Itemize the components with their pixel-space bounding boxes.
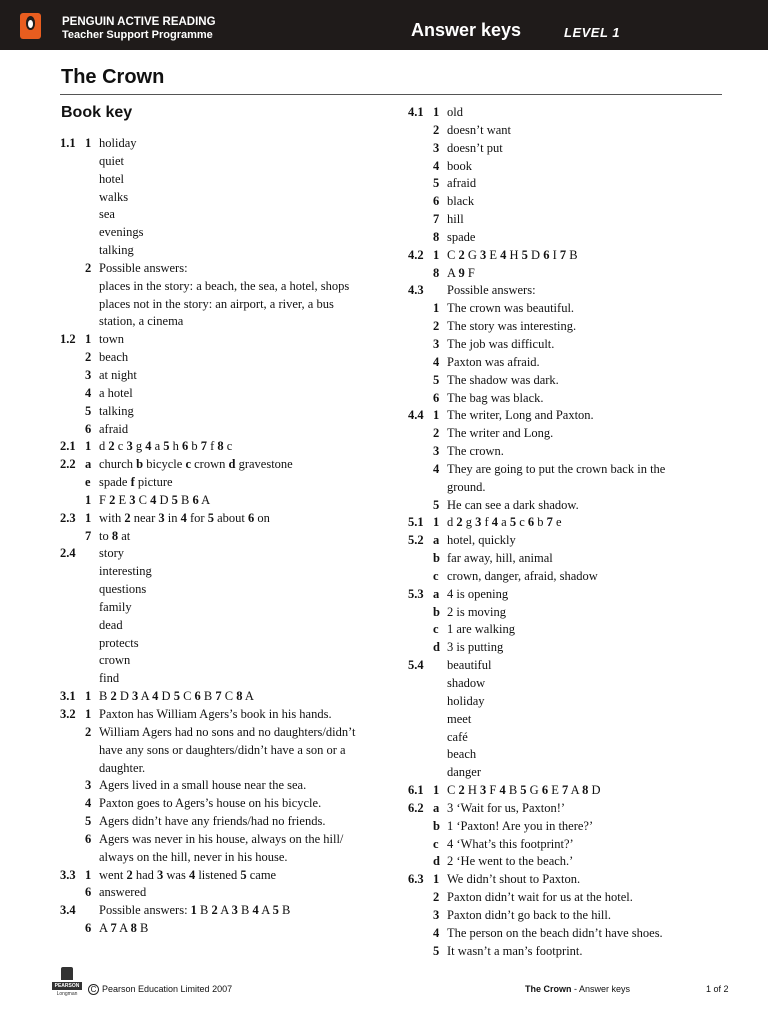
exercise-number: 4.3 [408,283,424,298]
answer-text: Possible answers: [447,283,536,298]
copyright-text: Pearson Education Limited 2007 [102,984,233,994]
answer-row [408,336,728,354]
answer-text: holiday [447,693,485,708]
exercise-number: 3.1 [60,689,76,704]
answer-text: d 2 g 3 f 4 a 5 c 6 b 7 e [447,515,562,530]
answer-text: find [99,671,120,686]
answer-text: station, a cinema [99,314,184,329]
answer-row [408,354,728,372]
answer-text: hill [447,212,464,227]
answer-row [60,528,380,546]
answer-row [60,849,380,867]
programme-name [62,16,216,42]
answer-text: C 2 G 3 E 4 H 5 D 6 I 7 B [447,247,578,262]
answer-row [60,171,380,189]
item-number: 5 [433,372,440,387]
answer-row [408,818,728,836]
item-number: a [433,533,440,548]
item-number: 1 [433,515,440,530]
page-number: 1 of 2 [706,984,729,994]
answer-row [408,175,728,193]
item-number: 3 [433,140,440,155]
footer-book-suffix: - Answer keys [571,984,631,994]
answer-text: daughter. [99,760,146,775]
item-number: 3 [433,444,440,459]
item-number: d [433,854,440,869]
item-number: 7 [433,212,440,227]
item-number: 8 [433,229,440,244]
header-level: LEVEL 1 [564,25,621,40]
answer-text: 3 is putting [447,640,504,655]
answer-text: The crown was beautiful. [447,301,575,316]
item-number: b [433,604,440,619]
item-number: 3 [433,907,440,922]
exercise-number: 2.3 [60,510,76,525]
answer-row [60,635,380,653]
item-number: b [433,551,440,566]
item-number: 4 [85,385,92,400]
answer-row [60,385,380,403]
answer-text: 2 is moving [447,604,507,619]
penguin-logo-icon [20,13,41,39]
answer-text: a hotel [99,385,133,400]
item-number: 4 [433,925,440,940]
answer-row [408,104,728,122]
item-number: 1 [433,783,440,798]
answer-row [60,617,380,635]
item-number: 1 [85,439,92,454]
answer-text: at night [99,367,137,382]
answer-row [408,621,728,639]
answer-text: far away, hill, animal [447,551,553,566]
answer-row [408,729,728,747]
answer-row [408,675,728,693]
copyright-icon: C [88,984,99,995]
answer-row [60,813,380,831]
answer-text: afraid [447,176,477,191]
answer-row [60,902,380,920]
answer-text: shadow [447,676,486,690]
answer-text: ground. [447,479,486,494]
answer-row [60,331,380,349]
answer-text: crown, danger, afraid, shadow [447,568,598,583]
answer-row [60,831,380,849]
item-number: 1 [85,136,92,150]
answer-text: Paxton goes to Agers’s house on his bicycle. [99,796,322,811]
exercise-number: 3.2 [60,707,76,721]
logo-subtext: Longman [56,991,78,997]
answer-row [60,367,380,385]
answer-row [60,260,380,278]
item-number: 3 [85,778,92,793]
answer-row [408,550,728,568]
answer-text: danger [447,765,482,780]
answer-row [408,925,728,943]
answers-right-column [408,104,728,961]
answer-text: meet [447,711,472,726]
item-number: 4 [433,461,440,476]
answer-row [60,581,380,599]
answer-row [60,777,380,795]
answer-row [60,545,380,563]
answer-row [60,296,380,314]
item-number: b [433,818,440,833]
answer-text: evenings [99,225,144,240]
answer-row [408,604,728,622]
answer-text: town [99,332,124,347]
exercise-number: 3.4 [60,903,76,918]
answer-text: d 2 c 3 g 4 a 5 h 6 b 7 f 8 c [99,439,233,454]
exercise-number: 4.1 [408,105,424,119]
answer-text: beautiful [447,658,492,673]
answer-row [60,742,380,760]
answer-row [408,443,728,461]
answer-row [60,688,380,706]
answer-text: church b bicycle c crown d gravestone [99,457,293,472]
item-number: 1 [433,408,440,423]
answer-row [408,300,728,318]
item-number: 1 [85,867,92,882]
answer-text: café [447,729,468,744]
answer-row [408,461,728,479]
answer-text: spade f picture [99,475,173,490]
item-number: 1 [433,105,440,119]
answer-row [408,247,728,265]
item-number: 1 [85,689,92,704]
answer-text: The job was difficult. [447,336,555,351]
answer-row [60,706,380,724]
header-title: Answer keys [411,20,522,40]
item-number: 6 [85,921,92,936]
item-number: 6 [85,831,92,846]
footer-book-name: The Crown [525,984,572,994]
item-number: 8 [433,265,440,280]
exercise-number: 2.4 [60,546,76,561]
title-divider [60,94,722,95]
item-number: 4 [433,158,440,173]
item-number: d [433,640,440,655]
item-number: 1 [85,492,92,507]
answer-row [60,403,380,421]
exercise-number: 1.1 [60,136,76,150]
answer-text: The person on the beach didn’t have shoes. [447,925,663,940]
item-number: 2 [433,890,440,905]
answer-text: crown [99,653,131,668]
item-number: 6 [433,194,440,209]
answer-text: story [99,546,124,561]
answer-row [408,193,728,211]
document-title: The Crown [61,66,165,88]
page-header [0,0,768,50]
answer-text: beach [447,747,477,762]
answer-row [408,265,728,283]
answer-text: 1 ‘Paxton! Are you in there?’ [447,818,594,833]
item-number: 3 [85,367,92,382]
item-number: 1 [433,872,440,887]
answer-text: We didn’t shout to Paxton. [447,872,581,887]
item-number: 2 [433,319,440,334]
answer-row [60,920,380,938]
answer-row [60,456,380,474]
answer-row [60,884,380,902]
answer-row [408,943,728,961]
item-number: c [433,622,439,637]
section-heading: Book key [61,104,133,121]
answer-text: beach [99,350,129,365]
answer-text: spade [447,229,476,244]
answer-row [408,639,728,657]
answer-text: The writer and Long. [447,426,554,441]
answer-text: hotel [99,171,124,186]
answer-text: C 2 H 3 F 4 B 5 G 6 E 7 A 8 D [447,783,601,798]
answer-text: It wasn’t a man’s footprint. [447,943,583,958]
item-number: 2 [85,260,92,275]
answer-text: 4 is opening [447,586,509,601]
item-number: 6 [433,390,440,405]
item-number: e [85,475,91,490]
answer-row [408,407,728,425]
answer-row [408,122,728,140]
item-number: 1 [85,707,92,721]
answer-text: talking [99,403,134,418]
answer-text: B 2 D 3 A 4 D 5 C 6 B 7 C 8 A [99,689,254,704]
answer-text: places not in the story: an airport, a river, a bus [99,296,334,311]
answer-text: Paxton didn’t go back to the hill. [447,907,611,922]
footer-book-title [525,984,630,994]
answers-left-column [60,135,380,938]
answer-text: Paxton was afraid. [447,354,540,369]
item-number: 1 [85,510,92,525]
item-number: 2 [433,426,440,441]
exercise-number: 6.2 [408,800,424,815]
answer-text: The writer, Long and Paxton. [447,408,594,423]
programme-line1: PENGUIN ACTIVE READING [62,16,216,28]
answer-text: F 2 E 3 C 4 D 5 B 6 A [99,492,211,507]
answer-text: protects [99,635,139,650]
answer-text: with 2 near 3 in 4 for 5 about 6 on [99,510,270,525]
answer-row [408,211,728,229]
answer-row [408,836,728,854]
answer-row [60,563,380,581]
exercise-number: 6.3 [408,872,424,887]
programme-line2: Teacher Support Programme [62,29,213,41]
answer-row [408,800,728,818]
answer-row [408,318,728,336]
answer-row [408,568,728,586]
item-number: 2 [433,122,440,137]
logo-text: PEARSON [52,982,82,990]
answer-text: talking [99,243,134,258]
item-number: 4 [85,796,92,811]
answer-row [60,153,380,171]
answer-text: places in the story: a beach, the sea, a hotel, shops [99,278,350,293]
answer-text: always on the hill, never in his house. [99,849,288,864]
exercise-number: 1.2 [60,332,76,347]
exercise-number: 2.1 [60,439,76,454]
answer-text: Agers lived in a small house near the sea. [99,778,307,793]
answer-row [408,140,728,158]
answer-text: They are going to put the crown back in the [447,461,666,476]
exercise-number: 5.1 [408,515,424,530]
answer-row [60,492,380,510]
answer-row [408,746,728,764]
exercise-number: 3.3 [60,867,76,882]
answer-text: Paxton didn’t wait for us at the hotel. [447,890,633,905]
answer-row [60,242,380,260]
answer-row [60,438,380,456]
answer-text: Paxton has William Agers’s book in his hands. [99,707,332,721]
answer-row [60,760,380,778]
answer-text: 4 ‘What’s this footprint?’ [447,836,574,851]
answer-row [408,657,728,675]
answer-row [408,479,728,497]
exercise-number: 4.2 [408,247,424,262]
answer-text: holiday [99,136,137,150]
answer-row [408,782,728,800]
item-number: 1 [433,247,440,262]
answer-row [408,158,728,176]
pearson-logo [52,967,82,999]
answer-row [60,724,380,742]
answer-row [408,711,728,729]
item-number: 6 [85,885,92,900]
answer-text: afraid [99,421,129,436]
answer-text: quiet [99,153,124,168]
answer-text: hotel, quickly [447,533,516,548]
answer-row [408,514,728,532]
item-number: a [433,800,440,815]
answer-row [408,390,728,408]
answer-text: Agers didn’t have any friends/had no friends. [99,814,326,829]
answer-text: book [447,158,472,173]
answer-text: questions [99,582,147,597]
item-number: a [433,586,440,601]
answer-text: doesn’t put [447,140,503,155]
item-number: 5 [85,814,92,829]
answer-text: Possible answers: 1 B 2 A 3 B 4 A 5 B [99,903,291,918]
item-number: 7 [85,528,92,543]
exercise-number: 5.3 [408,586,424,601]
item-number: 5 [433,176,440,191]
answer-row [60,670,380,688]
answer-text: 3 ‘Wait for us, Paxton!’ [447,800,566,815]
exercise-number: 5.4 [408,658,424,673]
answer-row [408,693,728,711]
answer-text: have any sons or daughters/didn’t have a son or a [99,742,346,757]
answer-row [60,189,380,207]
answer-text: The shadow was dark. [447,372,559,387]
exercise-number: 5.2 [408,533,424,548]
item-number: c [433,568,439,583]
answer-row [408,229,728,247]
answer-text: 1 are walking [447,622,516,637]
item-number: 5 [85,403,92,418]
answer-row [60,421,380,439]
answer-text: The story was interesting. [447,319,577,334]
answer-row [60,313,380,331]
answer-row [60,349,380,367]
answer-row [408,532,728,550]
item-number: c [433,836,439,851]
item-number: 4 [433,354,440,369]
answer-text: interesting [99,564,152,579]
answer-row [408,871,728,889]
exercise-number: 4.4 [408,408,424,423]
answer-row [408,907,728,925]
answer-text: family [99,599,132,614]
answer-text: The bag was black. [447,390,544,405]
item-number: 1 [433,301,440,316]
answer-row [408,889,728,907]
answer-row [60,206,380,224]
answer-row [60,599,380,617]
logo-mark-icon [61,967,73,980]
answer-text: to 8 at [99,528,131,543]
answer-row [60,867,380,885]
answer-row [408,282,728,300]
item-number: 5 [433,497,440,512]
answer-text: A 7 A 8 B [99,921,149,936]
answer-row [60,474,380,492]
answer-row [408,497,728,515]
answer-row [408,853,728,871]
item-number: 6 [85,421,92,436]
answer-text: The crown. [447,444,504,459]
answer-row [60,510,380,528]
answer-row [408,372,728,390]
item-number: 1 [85,332,92,347]
exercise-number: 6.1 [408,783,424,798]
answer-text: Possible answers: [99,260,188,275]
answer-text: 2 ‘He went to the beach.’ [447,854,574,869]
exercise-number: 2.2 [60,457,76,472]
item-number: 2 [85,724,92,739]
item-number: 5 [433,943,440,958]
answer-row [408,764,728,782]
item-number: 3 [433,336,440,351]
answer-text: doesn’t want [447,122,511,137]
answer-row [408,586,728,604]
answer-row [60,224,380,242]
answer-row [60,278,380,296]
answer-text: black [447,194,475,209]
answer-text: He can see a dark shadow. [447,497,579,512]
answer-row [408,425,728,443]
answer-text: William Agers had no sons and no daughters/didn’t [99,724,356,739]
answer-row [60,135,380,153]
answer-text: went 2 had 3 was 4 listened 5 came [99,867,277,882]
answer-text: sea [99,207,115,222]
item-number: 2 [85,350,92,365]
answer-text: answered [99,885,147,900]
answer-text: old [447,105,463,119]
answer-text: walks [99,189,129,204]
answer-text: Agers was never in his house, always on the hill/ [99,831,344,846]
answer-row [60,652,380,670]
answer-text: dead [99,617,123,632]
answer-text: A 9 F [447,265,475,280]
answer-row [60,795,380,813]
item-number: a [85,457,92,472]
